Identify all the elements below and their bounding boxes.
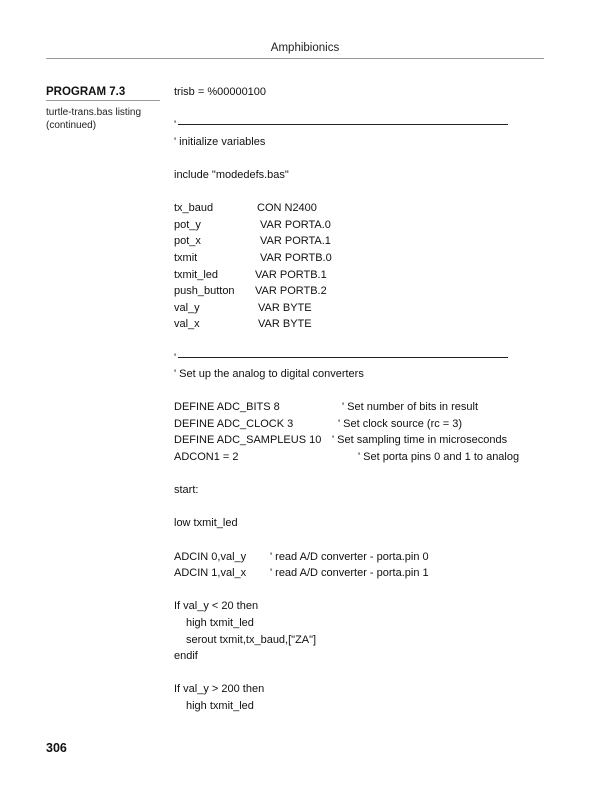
define-statement: DEFINE ADC_BITS 8: [174, 401, 280, 414]
define-comment: ' Set sampling time in microseconds: [332, 434, 508, 447]
var-value: VAR BYTE: [258, 318, 312, 331]
var-name: push_button: [174, 285, 235, 298]
var-value: VAR PORTA.1: [260, 235, 331, 248]
code-line: high txmit_led: [186, 699, 254, 712]
caption-line: (continued): [46, 120, 97, 131]
code-line: [174, 300, 554, 317]
blank-line: [174, 184, 554, 201]
running-header: Amphibionics: [270, 42, 340, 54]
adcin-statement: ADCIN 1,val_x: [174, 567, 247, 580]
code-line: [174, 267, 554, 284]
define-statement: DEFINE ADC_SAMPLEUS 10: [174, 434, 322, 447]
define-comment: ' Set clock source (rc = 3): [338, 417, 463, 430]
separator-tick: ': [174, 119, 177, 132]
code-line: If val_y > 200 then: [174, 683, 265, 696]
var-value: VAR PORTB.2: [255, 285, 327, 298]
var-name: txmit_led: [174, 268, 219, 281]
code-line: [174, 399, 554, 416]
code-line: If val_y < 20 then: [174, 600, 259, 613]
blank-line: [174, 532, 554, 549]
code-line: start:: [174, 484, 199, 497]
code-line: [174, 200, 554, 217]
separator-rule: [178, 124, 508, 125]
code-line: [174, 432, 554, 449]
code-line: [174, 449, 554, 466]
var-value: VAR PORTB.1: [255, 268, 327, 281]
var-value: VAR BYTE: [258, 301, 312, 314]
code-line: [174, 283, 554, 300]
adcin-comment: ' read A/D converter - porta.pin 1: [270, 567, 429, 580]
listing-caption: [46, 106, 164, 132]
var-value: VAR PORTA.0: [260, 218, 331, 231]
var-name: val_y: [174, 301, 200, 314]
var-name: tx_baud: [174, 202, 214, 215]
var-value: VAR PORTB.0: [260, 251, 332, 264]
adcin-comment: ' read A/D converter - porta.pin 0: [270, 550, 429, 563]
code-line: [174, 250, 554, 267]
define-comment: ' Set number of bits in result: [342, 401, 478, 414]
define-statement: ADCON1 = 2: [174, 451, 239, 464]
code-line: [174, 565, 554, 582]
caption-line: turtle-trans.bas listing: [46, 107, 142, 118]
code-line: [174, 549, 554, 566]
var-name: pot_x: [174, 235, 201, 248]
code-line: high txmit_led: [186, 617, 254, 629]
code-line: serout txmit,tx_baud,["ZA"]: [186, 633, 317, 646]
define-statement: DEFINE ADC_CLOCK 3: [174, 417, 294, 430]
blank-line: [174, 333, 554, 350]
code-line: ' Set up the analog to digital converters: [174, 368, 364, 381]
blank-line: [174, 383, 554, 400]
blank-line: [174, 665, 554, 682]
code-line: [174, 416, 554, 433]
page-number: 306: [46, 741, 67, 755]
code-line: [174, 217, 554, 234]
blank-line: [174, 150, 554, 167]
program-label: PROGRAM 7.3: [46, 86, 126, 98]
blank-line: [174, 101, 554, 118]
code-line: [174, 233, 554, 250]
var-name: pot_y: [174, 218, 201, 231]
code-listing: [174, 84, 554, 715]
code-line: low txmit_led: [174, 517, 238, 530]
comment-separator: [174, 350, 554, 367]
code-line: include "modedefs.bas": [174, 168, 289, 181]
var-value: CON N2400: [257, 202, 317, 215]
separator-rule: [178, 357, 508, 358]
header-divider: [46, 58, 544, 59]
blank-line: [174, 499, 554, 516]
code-line: ' initialize variables: [174, 135, 266, 148]
blank-line: [174, 466, 554, 483]
var-name: val_x: [174, 318, 200, 331]
separator-tick: ': [174, 351, 177, 364]
code-line: endif: [174, 650, 198, 663]
comment-separator: [174, 117, 554, 134]
define-comment: ' Set porta pins 0 and 1 to analog: [358, 451, 520, 464]
blank-line: [174, 582, 554, 599]
code-line: trisb = %00000100: [174, 86, 267, 98]
sidebar-divider: [46, 100, 160, 101]
adcin-statement: ADCIN 0,val_y: [174, 550, 247, 563]
code-line: [174, 316, 554, 333]
var-name: txmit: [174, 251, 198, 264]
